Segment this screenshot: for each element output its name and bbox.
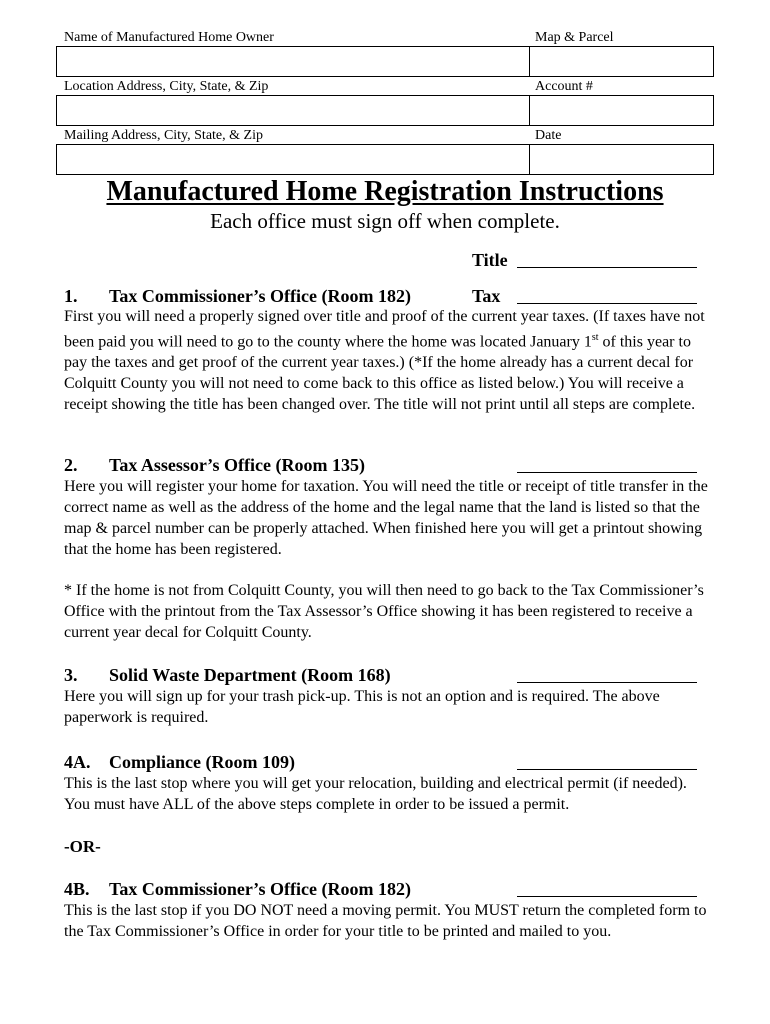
- title-signoff-label: Title: [472, 250, 508, 270]
- section-2-note: * If the home is not from Colquitt County, you will then need to go back to the Tax Commissioner’s Office with the printout from the Tax Assessor’s Office showing it has been registered to receive a current year decal for Colquitt County.: [64, 582, 704, 641]
- title-signoff-line[interactable]: [517, 267, 697, 268]
- section-1-sup: st: [591, 332, 599, 343]
- section-4a-heading: [64, 751, 295, 773]
- tax-signoff-label: Tax: [472, 286, 501, 306]
- section-4a-title: Compliance (Room 109): [109, 752, 295, 772]
- section-4b-signoff-line[interactable]: [517, 896, 697, 897]
- section-4b-number: 4B.: [64, 879, 90, 899]
- section-4b-title: Tax Commissioner’s Office (Room 182): [109, 879, 411, 899]
- location-label: Location Address, City, State, & Zip: [64, 79, 269, 94]
- section-3-heading: [64, 664, 391, 686]
- mailing-label: Mailing Address, City, State, & Zip: [64, 128, 263, 143]
- section-3-text: Here you will sign up for your trash pick-up. This is not an option and is required. The above paperwork is required.: [64, 688, 660, 726]
- section-1-text: [64, 306, 714, 415]
- section-2-title: Tax Assessor’s Office (Room 135): [109, 455, 365, 475]
- section-1-text-b: of this year to pay the taxes and get proof of the current year taxes.) (*If the home already has a current decal for Colquitt County you will not need to come back to this office as listed below.) You will receive a receipt showing the title has been changed over. The title will not print until all steps are complete.: [64, 333, 696, 414]
- section-1-heading: [64, 285, 411, 307]
- map-parcel-field[interactable]: [529, 46, 714, 77]
- section-2-number: 2.: [64, 455, 78, 475]
- section-2-signoff-line[interactable]: [517, 472, 697, 473]
- or-label: -OR-: [64, 837, 101, 856]
- section-3-title: Solid Waste Department (Room 168): [109, 665, 391, 685]
- map-parcel-label: Map & Parcel: [535, 30, 614, 45]
- section-4a-signoff-line[interactable]: [517, 769, 697, 770]
- owner-label: Name of Manufactured Home Owner: [64, 30, 274, 45]
- section-2-text: Here you will register your home for taxation. You will need the title or receipt of title transfer in the correct name as well as the address of the home and the legal name that the land is listed so that the map & parcel number can be properly attached. When finished here you will get a printout showing that the home has been registered.: [64, 478, 708, 558]
- section-3-signoff-line[interactable]: [517, 682, 697, 683]
- owner-name-field[interactable]: [56, 46, 530, 77]
- date-label: Date: [535, 128, 562, 143]
- section-4b-text: This is the last stop if you DO NOT need a moving permit. You MUST return the completed form to the Tax Commissioner’s Office in order for your title to be printed and mailed to you.: [64, 902, 707, 940]
- section-4a-text: This is the last stop where you will get your relocation, building and electrical permit (if needed). You must have ALL of the above steps complete in order to be issued a permit.: [64, 775, 687, 813]
- date-field[interactable]: [529, 144, 714, 175]
- account-field[interactable]: [529, 95, 714, 126]
- section-1-title: Tax Commissioner’s Office (Room 182): [109, 286, 411, 306]
- section-4b-heading: [64, 878, 411, 900]
- section-1-number: 1.: [64, 286, 78, 306]
- mailing-address-field[interactable]: [56, 144, 530, 175]
- tax-signoff-line[interactable]: [517, 303, 697, 304]
- page-title: Manufactured Home Registration Instructions: [106, 176, 664, 207]
- location-address-field[interactable]: [56, 95, 530, 126]
- page-subtitle: Each office must sign off when complete.: [210, 209, 560, 233]
- section-2-heading: [64, 454, 365, 476]
- section-1-text-a: First you will need a properly signed over title and proof of the current year taxes. (If taxes have not been paid you will need to go to the county where the home was located January 1: [64, 308, 705, 351]
- section-4a-number: 4A.: [64, 752, 91, 772]
- section-3-number: 3.: [64, 665, 78, 685]
- account-label: Account #: [535, 79, 593, 94]
